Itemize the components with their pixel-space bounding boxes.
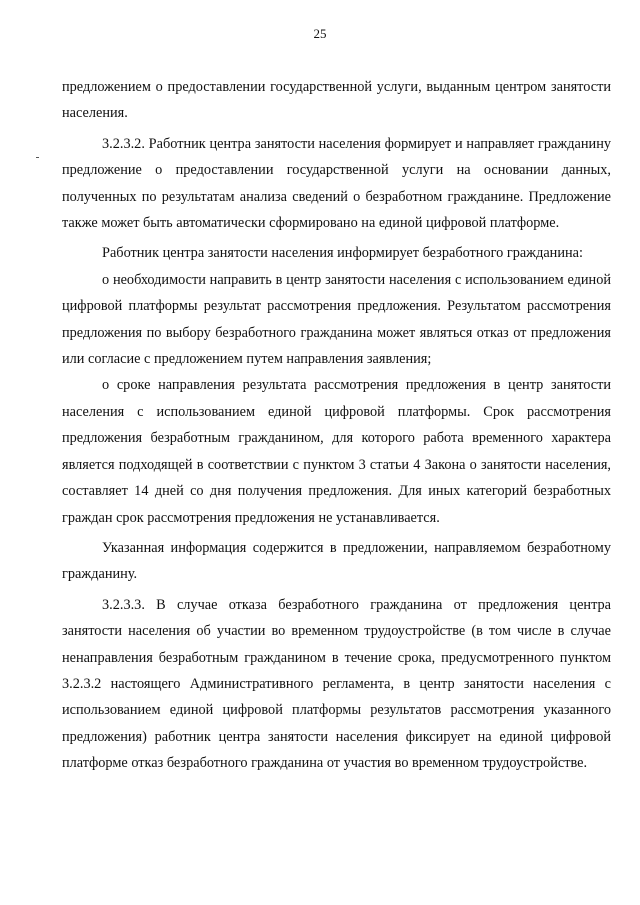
paragraph-informs: Работник центра занятости населения информирует безработного гражданина: — [102, 245, 583, 262]
paragraph-deadline: о сроке направления результата рассмотрения предложения в центр занятости населения с использованием единой цифровой платформы. Срок рассмотрения предложения безработным гражданином, для которого работа временного характера является подходящей в соответствии с пунктом 3 статьи 4 Закона о занятости населения, составляет 14 дней со дня получения предложения. Для иных категорий безработных граждан срок рассмотрения предложения не устанавливается. — [62, 377, 611, 526]
paragraph-3-2-3-2: 3.2.3.2. Работник центра занятости населения формирует и направляет гражданину предложение о предоставлении государственной услуги на основании данных, полученных по результатам анализа сведений о безработном гражданине. Предложение также может быть автоматически сформировано на единой цифровой платформе. — [62, 135, 611, 232]
paragraph-continuation: предложением о предоставлении государственной услуги, выданным центром занятости населения. — [62, 79, 611, 122]
paragraph-3-2-3-3: 3.2.3.3. В случае отказа безработного гражданина от предложения центра занятости населения об участии во временном трудоустройстве (в том числе в случае ненаправления безработным гражданином в течение срока, предусмотренного пунктом 3.2.3.2 настоящего Административного регламента, в центр занятости населения с использованием единой цифровой платформы результатов рассмотрения указанного предложения) работник центра занятости населения фиксирует на единой цифровой платформе отказ безработного гражданина от участия во временном трудоустройстве. — [62, 596, 611, 772]
page-number: 25 — [313, 26, 327, 41]
margin-mark — [36, 157, 39, 158]
paragraph-information: Указанная информация содержится в предложении, направляемом безработному гражданину. — [62, 539, 611, 583]
document-body — [62, 74, 611, 777]
paragraph-necessity: о необходимости направить в центр занятости населения с использованием единой цифровой платформы результат рассмотрения предложения. Результатом рассмотрения предложения по выбору безработного гражданина может являться отказ от предложения или согласие с предложением путем направления заявления; — [62, 271, 611, 368]
